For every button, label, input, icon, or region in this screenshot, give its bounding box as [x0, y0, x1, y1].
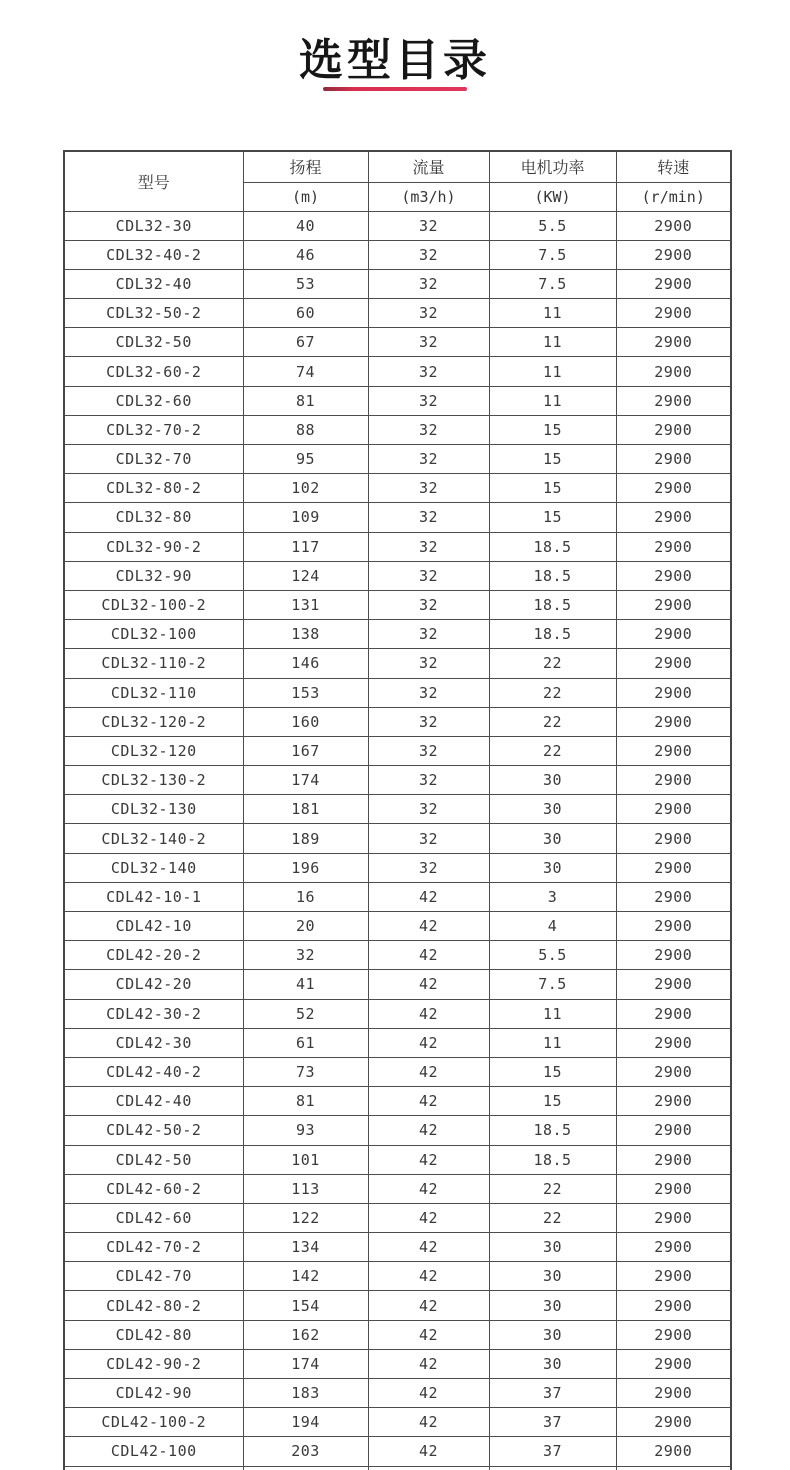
table-header [64, 151, 731, 211]
value-cell: 2900 [616, 299, 731, 328]
table-row [64, 736, 731, 765]
header-row-labels [64, 151, 731, 182]
model-cell: CDL42-90 [64, 1379, 243, 1408]
value-cell: 183 [243, 1379, 368, 1408]
value-cell: 32 [368, 707, 489, 736]
table-row [64, 882, 731, 911]
value-cell: 181 [243, 795, 368, 824]
model-cell: CDL42-60-2 [64, 1174, 243, 1203]
value-cell: 30 [489, 1320, 616, 1349]
value-cell: 2900 [616, 795, 731, 824]
value-cell: 42 [368, 1174, 489, 1203]
value-cell: 2900 [616, 1145, 731, 1174]
value-cell: 2900 [616, 1262, 731, 1291]
model-cell: CDL32-110 [64, 678, 243, 707]
table-row [64, 415, 731, 444]
value-cell: 32 [368, 415, 489, 444]
table-body [64, 211, 731, 1470]
value-cell: 42 [368, 1028, 489, 1057]
model-cell: CDL42-20 [64, 970, 243, 999]
table-row [64, 1087, 731, 1116]
value-cell: 2900 [616, 649, 731, 678]
value-cell: 7.5 [489, 240, 616, 269]
value-cell: 32 [368, 795, 489, 824]
value-cell: 30 [489, 1233, 616, 1262]
value-cell: 32 [368, 474, 489, 503]
value-cell: 2900 [616, 269, 731, 298]
model-cell: CDL32-100 [64, 620, 243, 649]
column-header-speed: 转速 [616, 151, 731, 182]
value-cell: 5.5 [489, 211, 616, 240]
model-cell: CDL32-130-2 [64, 766, 243, 795]
value-cell: 2900 [616, 503, 731, 532]
value-cell: 30 [489, 853, 616, 882]
value-cell: 42 [368, 1320, 489, 1349]
value-cell: 30 [489, 1291, 616, 1320]
value-cell: 37 [489, 1408, 616, 1437]
table-row [64, 970, 731, 999]
table-row [64, 1437, 731, 1466]
model-cell: CDL32-40-2 [64, 240, 243, 269]
value-cell: 2900 [616, 707, 731, 736]
table-row [64, 1203, 731, 1232]
value-cell: 146 [243, 649, 368, 678]
value-cell: 2900 [616, 1349, 731, 1378]
value-cell: 2900 [616, 357, 731, 386]
value-cell: 42 [368, 1116, 489, 1145]
column-header-power: 电机功率 [489, 151, 616, 182]
value-cell: 153 [243, 678, 368, 707]
value-cell: 30 [489, 766, 616, 795]
value-cell: 18.5 [489, 532, 616, 561]
value-cell: 73 [243, 1057, 368, 1086]
empty-cell [243, 1466, 368, 1470]
table-row [64, 269, 731, 298]
value-cell: 2900 [616, 474, 731, 503]
value-cell: 42 [368, 941, 489, 970]
table-row [64, 1116, 731, 1145]
value-cell: 167 [243, 736, 368, 765]
value-cell: 40 [243, 211, 368, 240]
model-cell: CDL32-90 [64, 561, 243, 590]
table-row [64, 590, 731, 619]
value-cell: 2900 [616, 678, 731, 707]
table-row [64, 1291, 731, 1320]
value-cell: 2900 [616, 1174, 731, 1203]
value-cell: 30 [489, 1262, 616, 1291]
value-cell: 32 [368, 328, 489, 357]
table-row [64, 795, 731, 824]
value-cell: 138 [243, 620, 368, 649]
table-row [64, 1174, 731, 1203]
value-cell: 81 [243, 386, 368, 415]
value-cell: 2900 [616, 736, 731, 765]
value-cell: 2900 [616, 766, 731, 795]
column-unit-flow: (m3/h) [368, 182, 489, 211]
value-cell: 46 [243, 240, 368, 269]
value-cell: 88 [243, 415, 368, 444]
value-cell: 124 [243, 561, 368, 590]
value-cell: 32 [368, 299, 489, 328]
value-cell: 2900 [616, 1291, 731, 1320]
model-cell: CDL32-80-2 [64, 474, 243, 503]
value-cell: 42 [368, 1233, 489, 1262]
value-cell: 2900 [616, 912, 731, 941]
column-header-flow: 流量 [368, 151, 489, 182]
model-cell: CDL42-100-2 [64, 1408, 243, 1437]
value-cell: 60 [243, 299, 368, 328]
value-cell: 2900 [616, 1379, 731, 1408]
value-cell: 32 [368, 240, 489, 269]
value-cell: 2900 [616, 1057, 731, 1086]
value-cell: 81 [243, 1087, 368, 1116]
table-row [64, 1028, 731, 1057]
table-row [64, 620, 731, 649]
value-cell: 37 [489, 1379, 616, 1408]
value-cell: 42 [368, 1087, 489, 1116]
table-row [64, 503, 731, 532]
value-cell: 2900 [616, 882, 731, 911]
value-cell: 32 [368, 386, 489, 415]
value-cell: 2900 [616, 211, 731, 240]
value-cell: 42 [368, 1145, 489, 1174]
value-cell: 15 [489, 503, 616, 532]
model-cell: CDL32-110-2 [64, 649, 243, 678]
empty-cell [368, 1466, 489, 1470]
value-cell: 95 [243, 445, 368, 474]
value-cell: 52 [243, 999, 368, 1028]
value-cell: 189 [243, 824, 368, 853]
table-row [64, 649, 731, 678]
value-cell: 22 [489, 1174, 616, 1203]
value-cell: 2900 [616, 1116, 731, 1145]
value-cell: 5.5 [489, 941, 616, 970]
value-cell: 2900 [616, 415, 731, 444]
empty-cell [64, 1466, 243, 1470]
value-cell: 162 [243, 1320, 368, 1349]
value-cell: 67 [243, 328, 368, 357]
model-cell: CDL32-130 [64, 795, 243, 824]
title-underline [323, 87, 467, 91]
value-cell: 15 [489, 1087, 616, 1116]
model-cell: CDL42-40-2 [64, 1057, 243, 1086]
value-cell: 42 [368, 1408, 489, 1437]
value-cell: 142 [243, 1262, 368, 1291]
value-cell: 4 [489, 912, 616, 941]
value-cell: 2900 [616, 1087, 731, 1116]
table-row [64, 941, 731, 970]
model-cell: CDL32-40 [64, 269, 243, 298]
value-cell: 32 [368, 445, 489, 474]
value-cell: 32 [368, 532, 489, 561]
table-row [64, 532, 731, 561]
model-cell: CDL42-90-2 [64, 1349, 243, 1378]
model-cell: CDL42-70-2 [64, 1233, 243, 1262]
model-cell: CDL42-60 [64, 1203, 243, 1232]
table-row [64, 240, 731, 269]
empty-cell [616, 1466, 731, 1470]
table-row [64, 912, 731, 941]
model-cell: CDL32-50 [64, 328, 243, 357]
value-cell: 42 [368, 912, 489, 941]
model-cell: CDL32-70 [64, 445, 243, 474]
model-cell: CDL32-90-2 [64, 532, 243, 561]
table-row [64, 357, 731, 386]
value-cell: 42 [368, 1379, 489, 1408]
value-cell: 2900 [616, 532, 731, 561]
table-row [64, 1408, 731, 1437]
value-cell: 2900 [616, 561, 731, 590]
value-cell: 7.5 [489, 269, 616, 298]
column-unit-power: (KW) [489, 182, 616, 211]
model-cell: CDL42-50 [64, 1145, 243, 1174]
value-cell: 18.5 [489, 1116, 616, 1145]
model-cell: CDL32-140 [64, 853, 243, 882]
table-row [64, 678, 731, 707]
model-cell: CDL42-80-2 [64, 1291, 243, 1320]
value-cell: 11 [489, 999, 616, 1028]
value-cell: 16 [243, 882, 368, 911]
value-cell: 42 [368, 1203, 489, 1232]
model-cell: CDL42-80 [64, 1320, 243, 1349]
table-row [64, 824, 731, 853]
value-cell: 2900 [616, 1320, 731, 1349]
value-cell: 117 [243, 532, 368, 561]
value-cell: 2900 [616, 386, 731, 415]
value-cell: 18.5 [489, 590, 616, 619]
value-cell: 113 [243, 1174, 368, 1203]
model-cell: CDL32-60-2 [64, 357, 243, 386]
value-cell: 32 [368, 269, 489, 298]
value-cell: 32 [368, 503, 489, 532]
value-cell: 194 [243, 1408, 368, 1437]
value-cell: 30 [489, 1349, 616, 1378]
value-cell: 160 [243, 707, 368, 736]
value-cell: 32 [368, 853, 489, 882]
value-cell: 2900 [616, 1203, 731, 1232]
model-cell: CDL32-140-2 [64, 824, 243, 853]
value-cell: 42 [368, 999, 489, 1028]
value-cell: 15 [489, 415, 616, 444]
value-cell: 22 [489, 678, 616, 707]
value-cell: 32 [368, 357, 489, 386]
value-cell: 32 [368, 561, 489, 590]
value-cell: 2900 [616, 999, 731, 1028]
value-cell: 15 [489, 445, 616, 474]
value-cell: 2900 [616, 620, 731, 649]
value-cell: 32 [368, 824, 489, 853]
model-cell: CDL32-70-2 [64, 415, 243, 444]
model-cell: CDL42-10-1 [64, 882, 243, 911]
value-cell: 11 [489, 357, 616, 386]
value-cell: 7.5 [489, 970, 616, 999]
value-cell: 18.5 [489, 561, 616, 590]
value-cell: 2900 [616, 941, 731, 970]
value-cell: 11 [489, 1028, 616, 1057]
model-cell: CDL32-60 [64, 386, 243, 415]
table-row [64, 853, 731, 882]
value-cell: 203 [243, 1437, 368, 1466]
value-cell: 2900 [616, 824, 731, 853]
value-cell: 22 [489, 649, 616, 678]
table-row [64, 299, 731, 328]
value-cell: 74 [243, 357, 368, 386]
value-cell: 37 [489, 1437, 616, 1466]
model-cell: CDL42-100 [64, 1437, 243, 1466]
model-cell: CDL32-120-2 [64, 707, 243, 736]
model-cell: CDL42-50-2 [64, 1116, 243, 1145]
table-row [64, 445, 731, 474]
table-row [64, 1262, 731, 1291]
model-cell: CDL32-100-2 [64, 590, 243, 619]
column-unit-head: (m) [243, 182, 368, 211]
page-title: 选型目录 [299, 35, 491, 86]
value-cell: 20 [243, 912, 368, 941]
table-row [64, 999, 731, 1028]
value-cell: 18.5 [489, 1145, 616, 1174]
value-cell: 2900 [616, 1233, 731, 1262]
value-cell: 32 [368, 590, 489, 619]
value-cell: 42 [368, 1262, 489, 1291]
value-cell: 42 [368, 882, 489, 911]
table-row [64, 386, 731, 415]
value-cell: 32 [368, 211, 489, 240]
value-cell: 15 [489, 474, 616, 503]
table-row [64, 561, 731, 590]
value-cell: 22 [489, 736, 616, 765]
value-cell: 42 [368, 1057, 489, 1086]
value-cell: 41 [243, 970, 368, 999]
table-row [64, 328, 731, 357]
model-cell: CDL42-30-2 [64, 999, 243, 1028]
value-cell: 11 [489, 386, 616, 415]
value-cell: 2900 [616, 328, 731, 357]
table-row [64, 1233, 731, 1262]
table-row [64, 707, 731, 736]
value-cell: 102 [243, 474, 368, 503]
empty-cell [489, 1466, 616, 1470]
value-cell: 174 [243, 766, 368, 795]
model-cell: CDL42-30 [64, 1028, 243, 1057]
value-cell: 2900 [616, 1437, 731, 1466]
column-header-head: 扬程 [243, 151, 368, 182]
value-cell: 22 [489, 707, 616, 736]
value-cell: 2900 [616, 445, 731, 474]
column-unit-speed: (r/min) [616, 182, 731, 211]
table-row [64, 766, 731, 795]
table-row-partial [64, 1466, 731, 1470]
value-cell: 32 [368, 620, 489, 649]
value-cell: 154 [243, 1291, 368, 1320]
value-cell: 2900 [616, 1028, 731, 1057]
value-cell: 11 [489, 328, 616, 357]
table-row [64, 474, 731, 503]
value-cell: 32 [368, 736, 489, 765]
table-row [64, 1349, 731, 1378]
value-cell: 42 [368, 1349, 489, 1378]
spec-table [63, 150, 732, 1470]
model-cell: CDL42-70 [64, 1262, 243, 1291]
value-cell: 30 [489, 824, 616, 853]
model-cell: CDL42-20-2 [64, 941, 243, 970]
value-cell: 2900 [616, 1408, 731, 1437]
model-cell: CDL32-50-2 [64, 299, 243, 328]
value-cell: 15 [489, 1057, 616, 1086]
value-cell: 22 [489, 1203, 616, 1232]
model-cell: CDL32-80 [64, 503, 243, 532]
spec-table-container [63, 150, 730, 1470]
value-cell: 32 [243, 941, 368, 970]
value-cell: 42 [368, 970, 489, 999]
value-cell: 101 [243, 1145, 368, 1174]
value-cell: 196 [243, 853, 368, 882]
value-cell: 134 [243, 1233, 368, 1262]
model-cell: CDL32-120 [64, 736, 243, 765]
value-cell: 2900 [616, 853, 731, 882]
table-row [64, 1145, 731, 1174]
table-row [64, 1379, 731, 1408]
value-cell: 122 [243, 1203, 368, 1232]
model-cell: CDL32-30 [64, 211, 243, 240]
value-cell: 32 [368, 649, 489, 678]
value-cell: 32 [368, 678, 489, 707]
value-cell: 131 [243, 590, 368, 619]
value-cell: 42 [368, 1437, 489, 1466]
value-cell: 53 [243, 269, 368, 298]
table-row [64, 211, 731, 240]
value-cell: 2900 [616, 970, 731, 999]
model-cell: CDL42-10 [64, 912, 243, 941]
value-cell: 30 [489, 795, 616, 824]
table-row [64, 1057, 731, 1086]
table-row [64, 1320, 731, 1349]
value-cell: 18.5 [489, 620, 616, 649]
model-cell: CDL42-40 [64, 1087, 243, 1116]
value-cell: 2900 [616, 590, 731, 619]
value-cell: 32 [368, 766, 489, 795]
column-header-model: 型号 [64, 151, 243, 211]
value-cell: 42 [368, 1291, 489, 1320]
value-cell: 2900 [616, 240, 731, 269]
value-cell: 3 [489, 882, 616, 911]
value-cell: 174 [243, 1349, 368, 1378]
value-cell: 93 [243, 1116, 368, 1145]
value-cell: 109 [243, 503, 368, 532]
value-cell: 11 [489, 299, 616, 328]
value-cell: 61 [243, 1028, 368, 1057]
